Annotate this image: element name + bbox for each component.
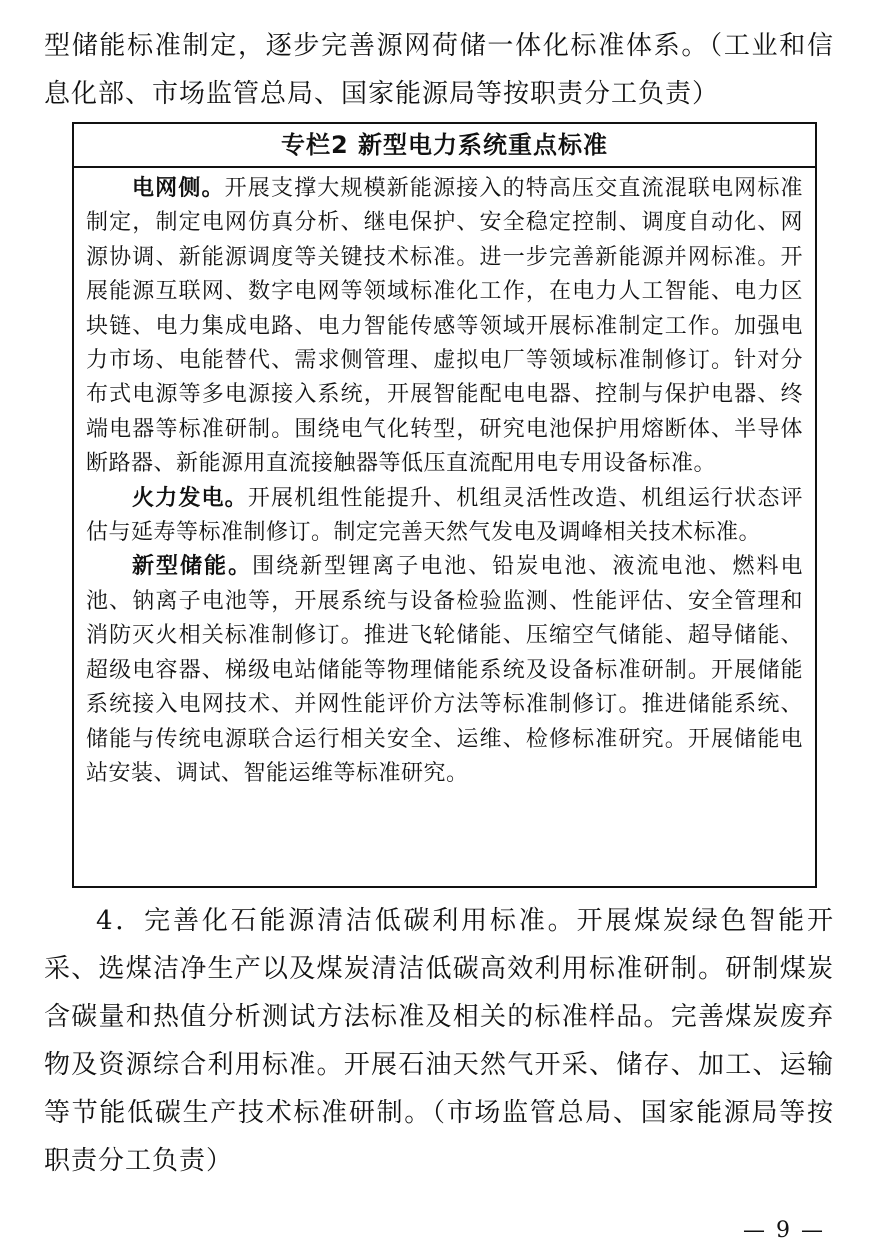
feature-box-body	[74, 168, 815, 791]
thermal-power-text: 开展机组性能提升、机组灵活性改造、机组运行状态评估与延寿等标准制修订。制定完善天然气发电及调峰相关技术标准。	[86, 485, 803, 546]
grid-side-text: 开展支撑大规模新能源接入的特高压交直流混联电网标准制定，制定电网仿真分析、继电保护、安全稳定控制、调度自动化、网源协调、新能源调度等关键技术标准。进一步完善新能源并网标准。开展能源互联网、数字电网等领域标准化工作，在电力人工智能、电力区块链、电力集成电路、电力智能传感等领域开展标准制定工作。加强电力市场、电能替代、需求侧管理、虚拟电厂等领域标准制修订。针对分布式电源等多电源接入系统，开展智能配电电器、控制与保护电器、终端电器等标准研制。围绕电气化转型，研究电池保护用熔断体、半导体断路器、新能源用直流接触器等低压直流配用电专用设备标准。	[86, 176, 803, 477]
energy-storage-paragraph	[86, 550, 803, 791]
grid-side-paragraph	[86, 172, 803, 482]
thermal-power-paragraph	[86, 482, 803, 551]
feature-box	[72, 122, 817, 888]
feature-box-title: 专栏2 新型电力系统重点标准	[74, 124, 815, 168]
section-4-paragraph: 4．完善化石能源清洁低碳利用标准。开展煤炭绿色智能开采、选煤洁净生产以及煤炭清洁低碳高效利用标准研制。研制煤炭含碳量和热值分析测试方法标准及相关的标准样品。完善煤炭废弃物及资源综合利用标准。开展石油天然气开采、储存、加工、运输等节能低碳生产技术标准研制。（市场监管总局、国家能源局等按职责分工负责）	[44, 906, 834, 1176]
energy-storage-term: 新型储能。	[132, 554, 253, 580]
page-number: — 9 —	[743, 1218, 825, 1243]
energy-storage-text: 围绕新型锂离子电池、铅炭电池、液流电池、燃料电池、钠离子电池等，开展系统与设备检验监测、性能评估、安全管理和消防灭火相关标准制修订。推进飞轮储能、压缩空气储能、超导储能、超级电容器、梯级电站储能等物理储能系统及设备标准研制。开展储能系统接入电网技术、并网性能评价方法等标准制修订。推进储能系统、储能与传统电源联合运行相关安全、运维、检修标准研究。开展储能电站安装、调试、智能运维等标准研究。	[86, 554, 803, 786]
grid-side-term: 电网侧。	[132, 176, 225, 201]
thermal-power-term: 火力发电。	[132, 485, 248, 511]
intro-paragraph: 型储能标准制定，逐步完善源网荷储一体化标准体系。（工业和信息化部、市场监管总局、国家能源局等按职责分工负责）	[44, 31, 834, 109]
